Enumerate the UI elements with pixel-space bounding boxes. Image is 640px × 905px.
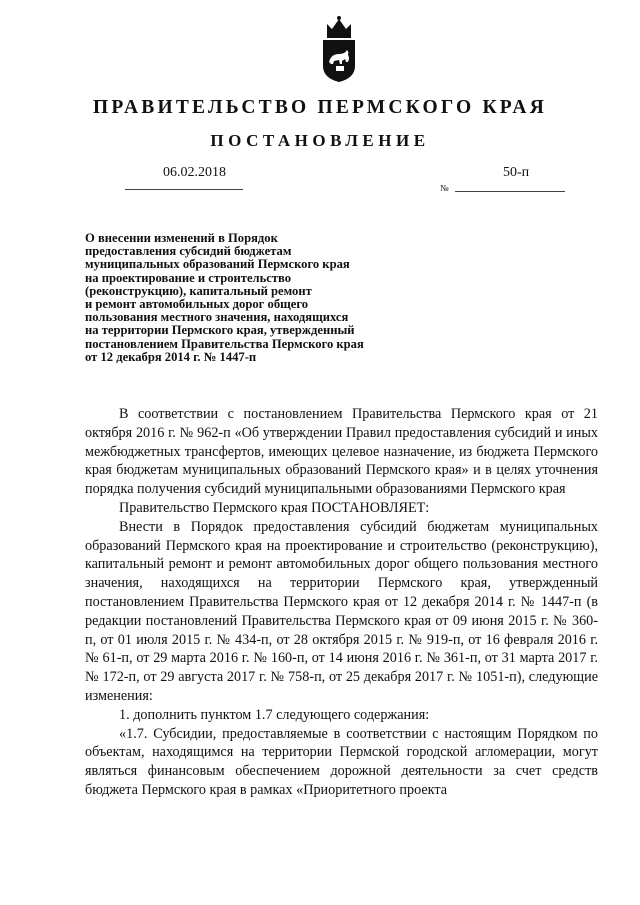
body-paragraph: «1.7. Субсидии, предоставляемые в соответствии с настоящим Порядком по объектам, находящимся на территории Пермской городской агломерации, могут являться финансовым обеспечением дорожной деятельности за счет средств бюджета Пермского края в рамках «Приоритетного проекта bbox=[85, 725, 598, 798]
date-underline bbox=[125, 189, 243, 190]
document-body bbox=[85, 405, 598, 800]
body-paragraph: Правительство Пермского края ПОСТАНОВЛЯЕТ: bbox=[119, 499, 430, 516]
number-underline bbox=[455, 191, 565, 192]
body-paragraph: Внести в Порядок предоставления субсидий бюджетам муниципальных образований Пермского края на проектирование и строительство (реконструкцию), капитальный ремонт и ремонт автомобильных дорог общего пользования местного значения, находящихся на территории Пермского края, утвержденный постановлением Правительства Пермского края от 12 декабря 2014 г. № 1447-п (в редакции постановлений Правительства Пермского края от 09 июня 2015 г. № 360-п, от 01 июля 2015 г. № 434-п, от 28 октября 2015 г. № 919-п, от 16 февраля 2016 г. № 61-п, от 29 марта 2016 г. № 160-п, от 14 июня 2016 г. № 361-п, от 31 марта 2017 г. № 172-п, от 29 августа 2017 г. № 758-п, от 25 декабря 2017 г. № 1051-п), следующие изменения: bbox=[85, 518, 598, 704]
body-paragraph: 1. дополнить пунктом 1.7 следующего содержания: bbox=[119, 706, 430, 723]
coat-of-arms-emblem bbox=[318, 14, 360, 84]
document-date: 06.02.2018 bbox=[163, 165, 226, 180]
subject-line: от 12 декабря 2014 г. № 1447-п bbox=[85, 349, 257, 364]
subject-line: на территории Пермского края, утвержденный bbox=[85, 323, 355, 338]
document-number: 50-п bbox=[503, 165, 530, 180]
subject-line: (реконструкцию), капитальный ремонт bbox=[85, 283, 312, 298]
number-sign: № bbox=[440, 183, 449, 193]
subject-line: и ремонт автомобильных дорог общего bbox=[85, 297, 309, 312]
government-title: ПРАВИТЕЛЬСТВО ПЕРМСКОГО КРАЯ bbox=[93, 97, 547, 118]
body-paragraph: В соответствии с постановлением Правительства Пермского края от 21 октября 2016 г. № 962-п «Об утверждении Правил предоставления субсидий и иных межбюджетных трансфертов, имеющих целевое назначение, из бюджета Пермского края бюджетам муниципальных образований Пермского края» и в целях уточнения порядка получения субсидий муниципальными образованиями Пермского края bbox=[85, 406, 598, 498]
subject-line: предоставления субсидий бюджетам bbox=[85, 244, 292, 259]
subject-line: на проектирование и строительство bbox=[85, 270, 292, 285]
subject-line: О внесении изменений в Порядок bbox=[85, 231, 278, 245]
document-type: ПОСТАНОВЛЕНИЕ bbox=[210, 131, 430, 150]
document-subject bbox=[85, 232, 415, 364]
subject-line: постановлением Правительства Пермского края bbox=[85, 336, 364, 351]
subject-line: пользования местного значения, находящихся bbox=[85, 310, 349, 325]
subject-line: муниципальных образований Пермского края bbox=[85, 257, 350, 272]
